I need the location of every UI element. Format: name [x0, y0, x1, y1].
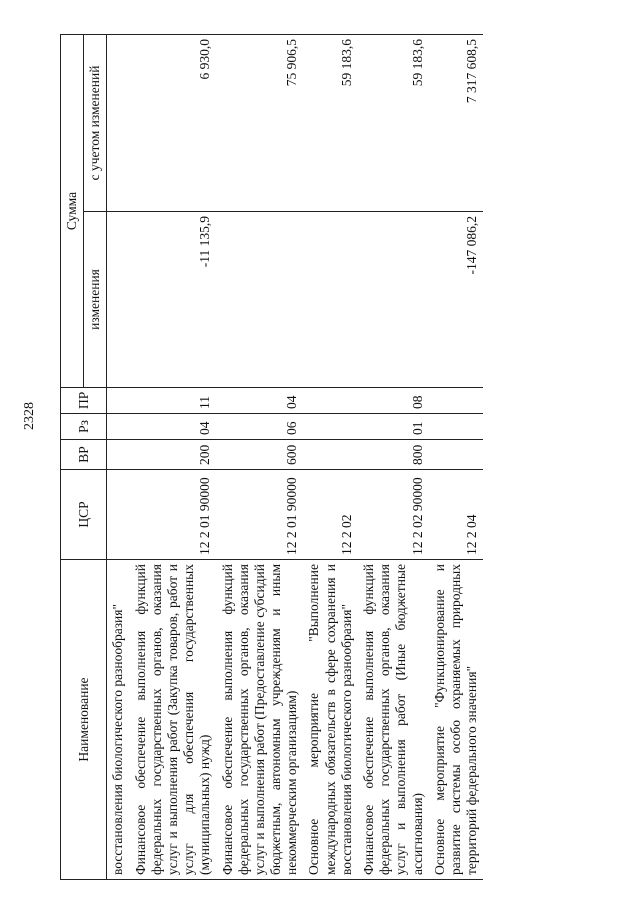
row-pr: 11: [130, 388, 217, 414]
header-csr: ЦСР: [61, 470, 107, 560]
row-name: Основное мероприятие "Выполнение международных обязательств в сфере сохранения и восстановления биологического разнообразия": [303, 560, 358, 880]
row-pr: [107, 388, 130, 414]
row-csr: 12 2 04: [429, 470, 484, 560]
row-change: [107, 212, 130, 388]
row-pr: [429, 388, 484, 414]
row-rz: 01: [358, 414, 429, 440]
row-change: -11 135,9: [130, 212, 217, 388]
row-name: Основное мероприятие "Функционирование и развитие системы особо охраняемых природных территорий федерального значения": [429, 560, 484, 880]
row-total: 59 183,6: [358, 34, 429, 211]
header-vr: ВР: [61, 440, 107, 470]
table-row: [429, 34, 484, 879]
header-with-changes: с учетом изменений: [84, 34, 107, 211]
row-rz: [107, 414, 130, 440]
row-vr: 600: [217, 440, 304, 470]
table-row: [217, 34, 304, 879]
row-name: Финансовое обеспечение выполнения функций федеральных государственных органов, оказания услуг и выполнения работ (Иные бюджетные ассигнования): [358, 560, 429, 880]
row-vr: [107, 440, 130, 470]
header-sum: Сумма: [61, 34, 84, 387]
row-vr: [429, 440, 484, 470]
table-row: [358, 34, 429, 879]
row-pr: [303, 388, 358, 414]
page-number: 2328: [22, 402, 37, 430]
row-vr: 800: [358, 440, 429, 470]
row-csr: 12 2 02 90000: [358, 470, 429, 560]
table-row: [130, 34, 217, 879]
header-name: Наименование: [61, 560, 107, 880]
row-total: 75 906,5: [217, 34, 304, 211]
row-rz: [429, 414, 484, 440]
row-total: [107, 34, 130, 211]
row-csr: 12 2 02: [303, 470, 358, 560]
row-rz: 06: [217, 414, 304, 440]
row-name: Финансовое обеспечение выполнения функций федеральных государственных органов, оказания услуг и выполнения работ (Закупка товаров, работ и услуг для обеспечения государственных (муниципальных) нужд): [130, 560, 217, 880]
budget-table: [60, 34, 483, 880]
row-change: -147 086,2: [429, 212, 484, 388]
row-total: 6 930,0: [130, 34, 217, 211]
row-csr: 12 2 01 90000: [130, 470, 217, 560]
row-vr: 200: [130, 440, 217, 470]
header-rz: Рз: [61, 414, 107, 440]
budget-table-page: [60, 35, 580, 880]
row-total: 59 183,6: [303, 34, 358, 211]
row-pr: 04: [217, 388, 304, 414]
row-pr: 08: [358, 388, 429, 414]
row-rz: 04: [130, 414, 217, 440]
row-rz: [303, 414, 358, 440]
table-row: [303, 34, 358, 879]
row-csr: [107, 470, 130, 560]
row-name: восстановления биологического разнообразия": [107, 560, 130, 880]
row-change: [303, 212, 358, 388]
row-vr: [303, 440, 358, 470]
row-name: Финансовое обеспечение выполнения функций федеральных государственных органов, оказания услуг и выполнения работ (Предоставление субсидий бюджетным, автономным учреждениям и иным некоммерческим организациям): [217, 560, 304, 880]
row-change: [358, 212, 429, 388]
row-csr: 12 2 01 90000: [217, 470, 304, 560]
header-pr: ПР: [61, 388, 107, 414]
table-row: [107, 34, 130, 879]
row-total: 7 317 608,5: [429, 34, 484, 211]
row-change: [217, 212, 304, 388]
header-changes: изменения: [84, 212, 107, 388]
